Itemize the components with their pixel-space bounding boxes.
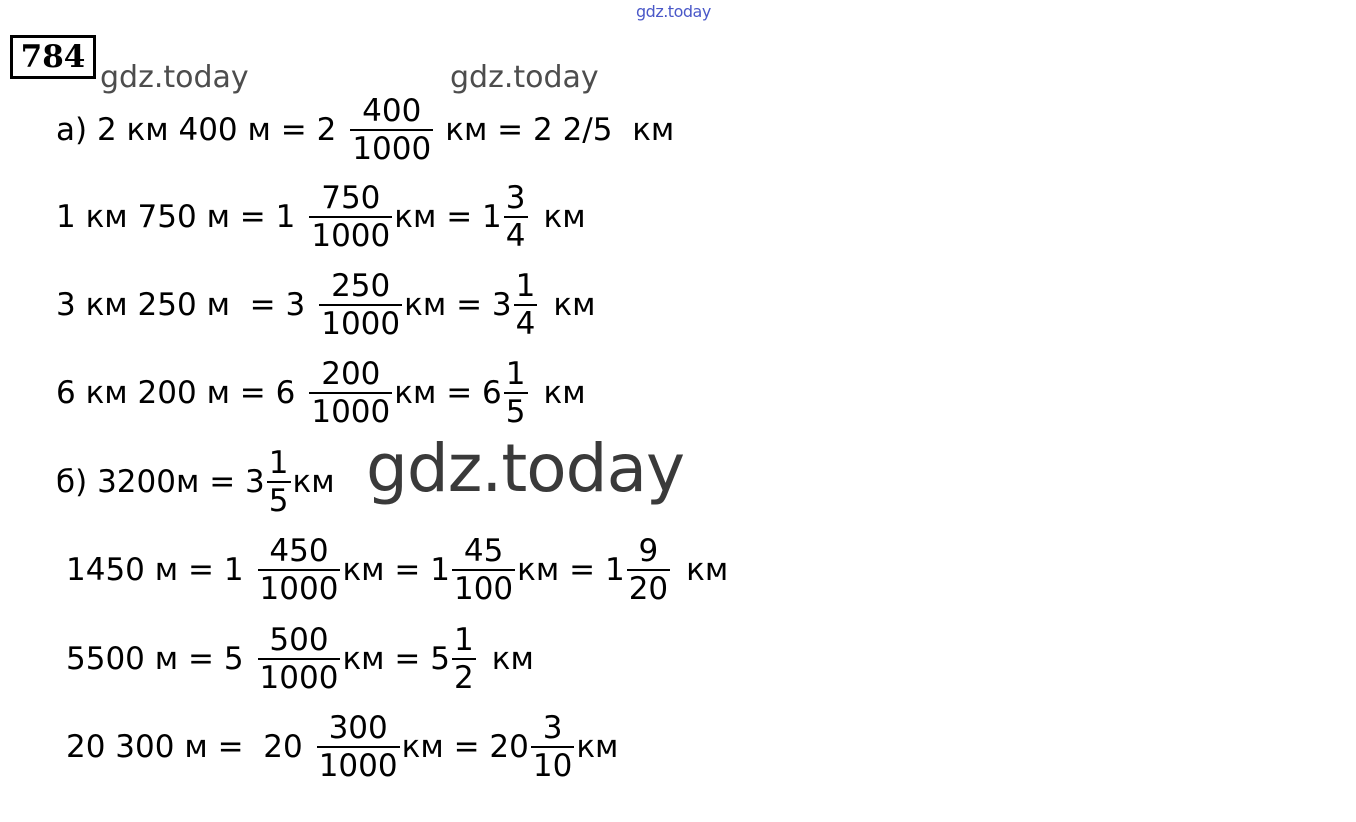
unit-km: км xyxy=(491,641,534,677)
fraction xyxy=(309,356,392,430)
fraction-denominator: 4 xyxy=(505,218,526,254)
unit-km: км xyxy=(292,464,335,500)
fraction-denominator: 1000 xyxy=(311,218,391,254)
watermark-right: gdz.today xyxy=(450,60,599,95)
fraction xyxy=(504,356,528,430)
equation-a-1 xyxy=(56,85,674,175)
fraction xyxy=(309,180,392,254)
unit-km: км xyxy=(576,729,619,765)
fraction-numerator: 750 xyxy=(321,180,381,216)
fraction-denominator: 1000 xyxy=(321,306,401,342)
fraction-numerator: 3 xyxy=(505,180,526,216)
problem-number: 784 xyxy=(10,35,96,79)
watermark-large: gdz.today xyxy=(366,430,685,507)
fraction-numerator: 45 xyxy=(463,533,504,569)
equation-b-4 xyxy=(66,702,618,792)
fraction xyxy=(267,445,291,519)
equation-prefix: 20 300 м = 20 xyxy=(66,729,303,765)
watermark-left: gdz.today xyxy=(100,60,249,95)
equation-b-3 xyxy=(66,614,534,704)
fraction xyxy=(504,180,528,254)
fraction-numerator: 1 xyxy=(268,445,289,481)
fraction xyxy=(350,93,433,167)
unit-km: км xyxy=(686,552,729,588)
fraction-numerator: 1 xyxy=(505,356,526,392)
fraction-denominator: 1000 xyxy=(259,571,339,607)
fraction-denominator: 10 xyxy=(532,748,573,784)
fraction-numerator: 250 xyxy=(331,268,391,304)
unit-km: км xyxy=(543,375,586,411)
equation-middle: км = 5 xyxy=(342,641,450,677)
fraction-numerator: 1 xyxy=(515,268,536,304)
equation-prefix: б) 3200м = 3 xyxy=(56,464,265,500)
unit-km: км xyxy=(553,287,596,323)
fraction xyxy=(258,533,341,607)
equation-b-2 xyxy=(66,525,728,615)
equation-middle: км = 3 xyxy=(404,287,512,323)
equation-b-1 xyxy=(56,437,335,527)
fraction-denominator: 1000 xyxy=(318,748,398,784)
equation-prefix: 1450 м = 1 xyxy=(66,552,244,588)
equation-a-4 xyxy=(56,348,586,438)
fraction xyxy=(514,268,538,342)
equation-prefix: а) 2 км 400 м = 2 xyxy=(56,112,337,148)
equation-middle: км = 1 xyxy=(517,552,625,588)
fraction-numerator: 500 xyxy=(269,622,329,658)
equation-prefix: 5500 м = 5 xyxy=(66,641,244,677)
fraction-denominator: 4 xyxy=(515,306,536,342)
equation-a-2 xyxy=(56,172,586,262)
equation-prefix: 1 км 750 м = 1 xyxy=(56,199,296,235)
fraction xyxy=(452,533,515,607)
equation-middle: км = 6 xyxy=(394,375,502,411)
equation-middle: км = 1 xyxy=(342,552,450,588)
equation-a-3 xyxy=(56,260,596,350)
fraction-denominator: 1000 xyxy=(352,131,432,167)
fraction-numerator: 300 xyxy=(328,710,388,746)
fraction-denominator: 1000 xyxy=(259,660,339,696)
fraction-numerator: 450 xyxy=(269,533,329,569)
fraction xyxy=(317,710,400,784)
fraction-denominator: 1000 xyxy=(311,394,391,430)
equation-middle: км = 1 xyxy=(394,199,502,235)
fraction-numerator: 9 xyxy=(638,533,659,569)
equation-prefix: 3 км 250 м = 3 xyxy=(56,287,306,323)
fraction-denominator: 5 xyxy=(505,394,526,430)
fraction-numerator: 200 xyxy=(321,356,381,392)
fraction xyxy=(452,622,476,696)
fraction-denominator: 100 xyxy=(453,571,514,607)
fraction-denominator: 2 xyxy=(453,660,474,696)
fraction-denominator: 5 xyxy=(268,483,289,519)
fraction xyxy=(531,710,574,784)
fraction-numerator: 400 xyxy=(362,93,422,129)
fraction xyxy=(319,268,402,342)
fraction-numerator: 3 xyxy=(542,710,563,746)
fraction-numerator: 1 xyxy=(453,622,474,658)
unit-km: км xyxy=(543,199,586,235)
watermark-top: gdz.today xyxy=(636,2,711,21)
equation-result: км = 2 2/5 км xyxy=(445,112,675,148)
fraction-denominator: 20 xyxy=(628,571,669,607)
fraction xyxy=(258,622,341,696)
equation-prefix: 6 км 200 м = 6 xyxy=(56,375,296,411)
fraction xyxy=(627,533,670,607)
equation-middle: км = 20 xyxy=(401,729,529,765)
